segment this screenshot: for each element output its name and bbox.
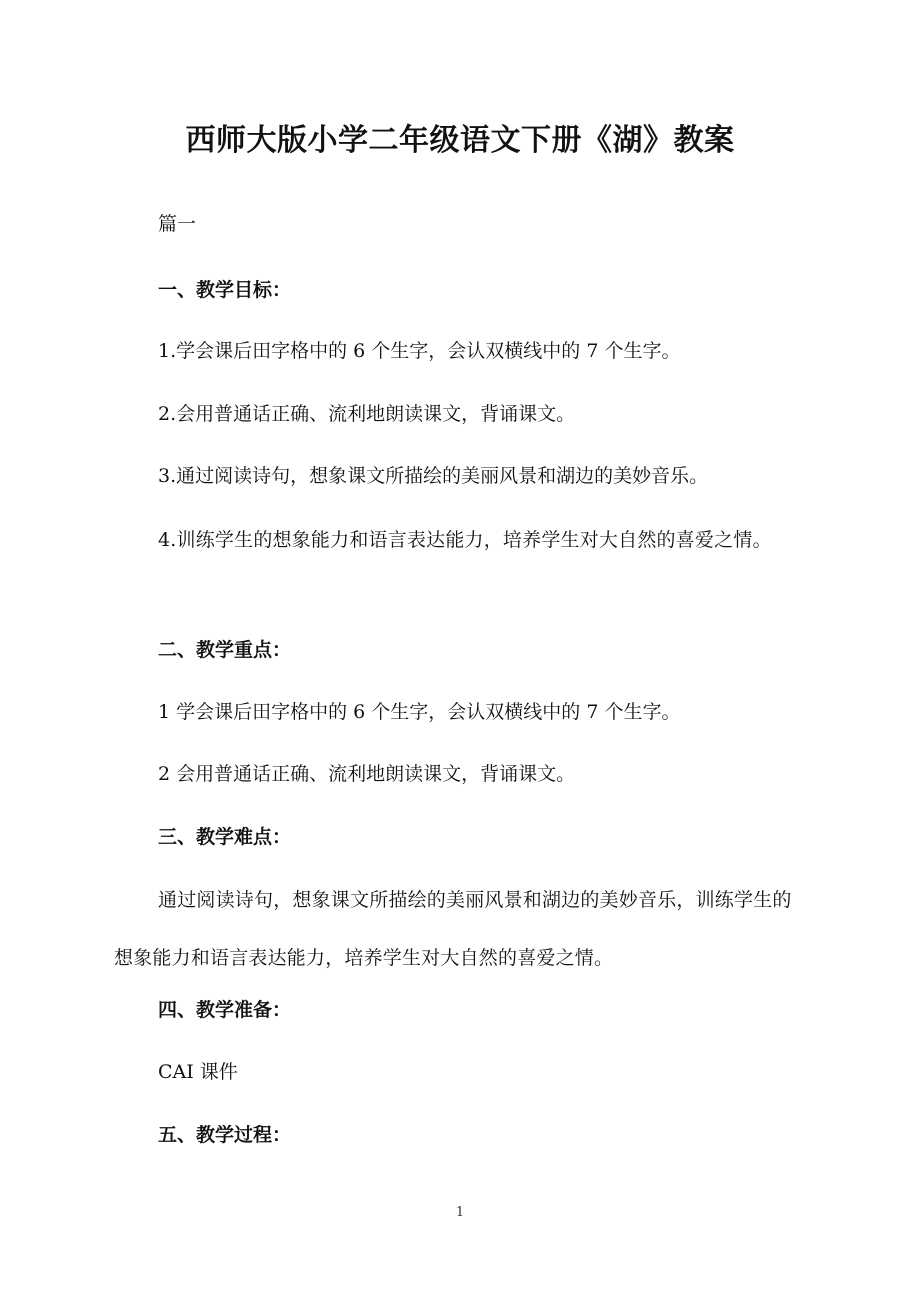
process-heading: 五、教学过程： [158,1124,292,1146]
section-label: 篇一 [158,213,197,235]
objective-item: 4.训练学生的想象能力和语言表达能力，培养学生对大自然的喜爱之情。 [158,529,772,551]
document-title: 西师大版小学二年级语文下册《湖》教案 [185,123,735,158]
key-point-item: 2 会用普通话正确、流利地朗读课文，背诵课文。 [158,763,576,785]
key-point-item: 1 学会课后田字格中的 6 个生字，会认双横线中的 7 个生字。 [158,701,681,723]
difficulties-text: 通过阅读诗句，想象课文所描绘的美丽风景和湖边的美妙音乐，训练学生的想象能力和语言表达能力，培养学生对大自然的喜爱之情。 [114,889,792,969]
objective-item: 2.会用普通话正确、流利地朗读课文，背诵课文。 [158,403,576,425]
difficulties-heading: 三、教学难点： [158,826,292,848]
preparation-text: CAI 课件 [158,1061,238,1083]
key-points-heading: 二、教学重点： [158,639,292,661]
page-number: 1 [455,1205,465,1220]
objectives-heading: 一、教学目标： [158,279,292,301]
preparation-heading: 四、教学准备： [158,999,292,1021]
objective-item: 1.学会课后田字格中的 6 个生字，会认双横线中的 7 个生字。 [158,340,681,362]
objective-item: 3.通过阅读诗句，想象课文所描绘的美丽风景和湖边的美妙音乐。 [158,465,709,487]
